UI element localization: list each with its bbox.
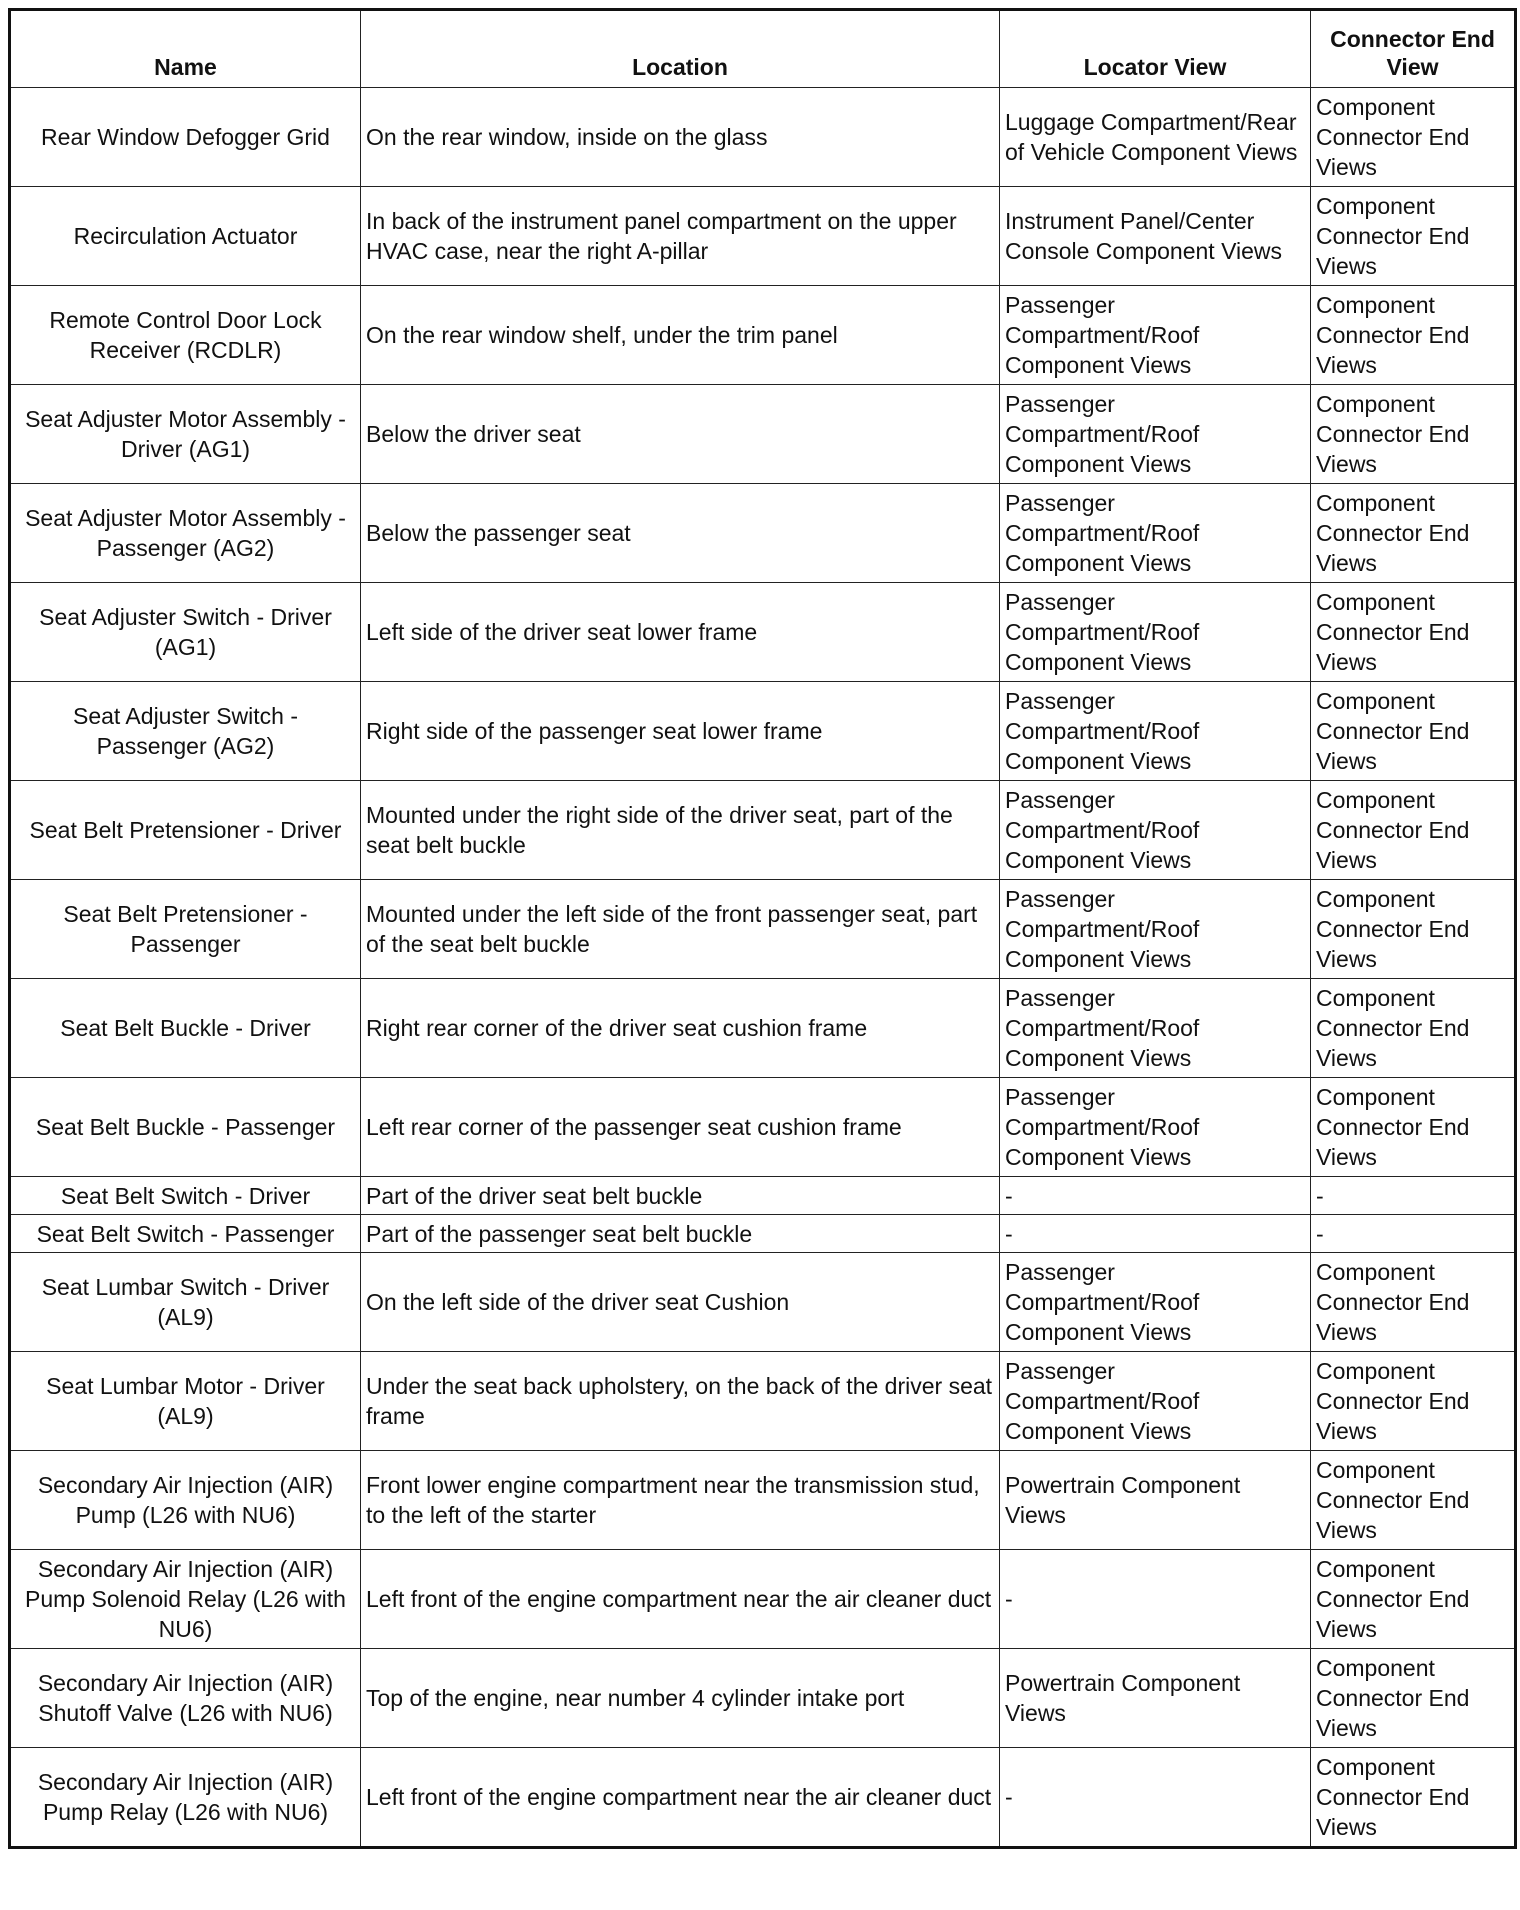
cell-locator-view: Passenger Compartment/Roof Component Views [1000, 286, 1311, 385]
cell-connector-end-view: Component Connector End Views [1311, 1352, 1516, 1451]
table-row [10, 187, 1516, 286]
table-row [10, 682, 1516, 781]
table-row [10, 1748, 1516, 1848]
cell-connector-end-view: Component Connector End Views [1311, 1078, 1516, 1177]
column-header-locator-view: Locator View [1000, 10, 1311, 88]
cell-connector-end-view: Component Connector End Views [1311, 682, 1516, 781]
cell-locator-view: Passenger Compartment/Roof Component Views [1000, 385, 1311, 484]
cell-locator-view: Passenger Compartment/Roof Component Views [1000, 880, 1311, 979]
cell-name: Secondary Air Injection (AIR) Pump (L26 with NU6) [10, 1451, 361, 1550]
table-row [10, 1451, 1516, 1550]
cell-name: Seat Lumbar Switch - Driver (AL9) [10, 1253, 361, 1352]
cell-location: Left rear corner of the passenger seat cushion frame [361, 1078, 1000, 1177]
cell-connector-end-view: Component Connector End Views [1311, 1748, 1516, 1848]
cell-name: Remote Control Door Lock Receiver (RCDLR) [10, 286, 361, 385]
cell-name: Seat Adjuster Switch - Driver (AG1) [10, 583, 361, 682]
cell-location: On the rear window, inside on the glass [361, 88, 1000, 187]
component-location-table-wrapper [8, 8, 1517, 1849]
cell-connector-end-view: Component Connector End Views [1311, 583, 1516, 682]
cell-locator-view: Passenger Compartment/Roof Component Views [1000, 583, 1311, 682]
cell-locator-view: Passenger Compartment/Roof Component Views [1000, 1352, 1311, 1451]
cell-location: Mounted under the right side of the driver seat, part of the seat belt buckle [361, 781, 1000, 880]
column-header-name: Name [10, 10, 361, 88]
cell-name: Recirculation Actuator [10, 187, 361, 286]
cell-location: Below the driver seat [361, 385, 1000, 484]
table-row [10, 880, 1516, 979]
cell-connector-end-view: - [1311, 1177, 1516, 1215]
cell-location: Left side of the driver seat lower frame [361, 583, 1000, 682]
cell-location: Left front of the engine compartment near the air cleaner duct [361, 1550, 1000, 1649]
cell-locator-view: Instrument Panel/Center Console Component Views [1000, 187, 1311, 286]
cell-locator-view: - [1000, 1748, 1311, 1848]
cell-locator-view: Passenger Compartment/Roof Component Views [1000, 484, 1311, 583]
cell-connector-end-view: Component Connector End Views [1311, 1649, 1516, 1748]
table-row [10, 1649, 1516, 1748]
cell-name: Seat Belt Pretensioner - Driver [10, 781, 361, 880]
cell-locator-view: - [1000, 1215, 1311, 1253]
cell-name: Seat Belt Buckle - Driver [10, 979, 361, 1078]
cell-name: Seat Adjuster Motor Assembly - Driver (AG1) [10, 385, 361, 484]
table-row [10, 286, 1516, 385]
cell-connector-end-view: Component Connector End Views [1311, 979, 1516, 1078]
cell-name: Seat Adjuster Motor Assembly - Passenger (AG2) [10, 484, 361, 583]
cell-location: Front lower engine compartment near the transmission stud, to the left of the starter [361, 1451, 1000, 1550]
column-header-location: Location [361, 10, 1000, 88]
cell-location: Right side of the passenger seat lower frame [361, 682, 1000, 781]
cell-location: Below the passenger seat [361, 484, 1000, 583]
cell-connector-end-view: Component Connector End Views [1311, 187, 1516, 286]
cell-connector-end-view: - [1311, 1215, 1516, 1253]
cell-location: Mounted under the left side of the front passenger seat, part of the seat belt buckle [361, 880, 1000, 979]
cell-name: Secondary Air Injection (AIR) Pump Relay (L26 with NU6) [10, 1748, 361, 1848]
table-row [10, 88, 1516, 187]
table-row [10, 1078, 1516, 1177]
table-row [10, 583, 1516, 682]
cell-location: Under the seat back upholstery, on the back of the driver seat frame [361, 1352, 1000, 1451]
cell-name: Seat Adjuster Switch - Passenger (AG2) [10, 682, 361, 781]
cell-locator-view: Passenger Compartment/Roof Component Views [1000, 781, 1311, 880]
component-location-table [8, 8, 1517, 1849]
table-row [10, 385, 1516, 484]
table-row [10, 1215, 1516, 1253]
cell-location: In back of the instrument panel compartment on the upper HVAC case, near the right A-pillar [361, 187, 1000, 286]
cell-connector-end-view: Component Connector End Views [1311, 484, 1516, 583]
cell-connector-end-view: Component Connector End Views [1311, 880, 1516, 979]
cell-connector-end-view: Component Connector End Views [1311, 1451, 1516, 1550]
cell-location: On the rear window shelf, under the trim panel [361, 286, 1000, 385]
cell-locator-view: Luggage Compartment/Rear of Vehicle Component Views [1000, 88, 1311, 187]
cell-connector-end-view: Component Connector End Views [1311, 1550, 1516, 1649]
cell-name: Seat Lumbar Motor - Driver (AL9) [10, 1352, 361, 1451]
cell-location: Left front of the engine compartment near the air cleaner duct [361, 1748, 1000, 1848]
cell-name: Seat Belt Pretensioner - Passenger [10, 880, 361, 979]
cell-connector-end-view: Component Connector End Views [1311, 1253, 1516, 1352]
table-row [10, 1352, 1516, 1451]
table-row [10, 1550, 1516, 1649]
cell-locator-view: Passenger Compartment/Roof Component Views [1000, 682, 1311, 781]
cell-connector-end-view: Component Connector End Views [1311, 88, 1516, 187]
cell-locator-view: - [1000, 1177, 1311, 1215]
cell-location: Part of the passenger seat belt buckle [361, 1215, 1000, 1253]
cell-name: Secondary Air Injection (AIR) Shutoff Valve (L26 with NU6) [10, 1649, 361, 1748]
cell-connector-end-view: Component Connector End Views [1311, 286, 1516, 385]
table-row [10, 1177, 1516, 1215]
table-header-row [10, 10, 1516, 88]
cell-locator-view: Powertrain Component Views [1000, 1649, 1311, 1748]
cell-locator-view: Passenger Compartment/Roof Component Views [1000, 1078, 1311, 1177]
column-header-connector-end-view: Connector End View [1311, 10, 1516, 88]
cell-name: Seat Belt Switch - Passenger [10, 1215, 361, 1253]
cell-locator-view: - [1000, 1550, 1311, 1649]
cell-locator-view: Passenger Compartment/Roof Component Views [1000, 979, 1311, 1078]
cell-locator-view: Passenger Compartment/Roof Component Views [1000, 1253, 1311, 1352]
table-row [10, 484, 1516, 583]
cell-name: Seat Belt Switch - Driver [10, 1177, 361, 1215]
cell-location: Top of the engine, near number 4 cylinder intake port [361, 1649, 1000, 1748]
cell-connector-end-view: Component Connector End Views [1311, 385, 1516, 484]
cell-name: Seat Belt Buckle - Passenger [10, 1078, 361, 1177]
table-row [10, 979, 1516, 1078]
cell-name: Secondary Air Injection (AIR) Pump Solenoid Relay (L26 with NU6) [10, 1550, 361, 1649]
cell-name: Rear Window Defogger Grid [10, 88, 361, 187]
cell-connector-end-view: Component Connector End Views [1311, 781, 1516, 880]
cell-location: Right rear corner of the driver seat cushion frame [361, 979, 1000, 1078]
table-row [10, 781, 1516, 880]
cell-location: Part of the driver seat belt buckle [361, 1177, 1000, 1215]
cell-location: On the left side of the driver seat Cushion [361, 1253, 1000, 1352]
cell-locator-view: Powertrain Component Views [1000, 1451, 1311, 1550]
table-row [10, 1253, 1516, 1352]
